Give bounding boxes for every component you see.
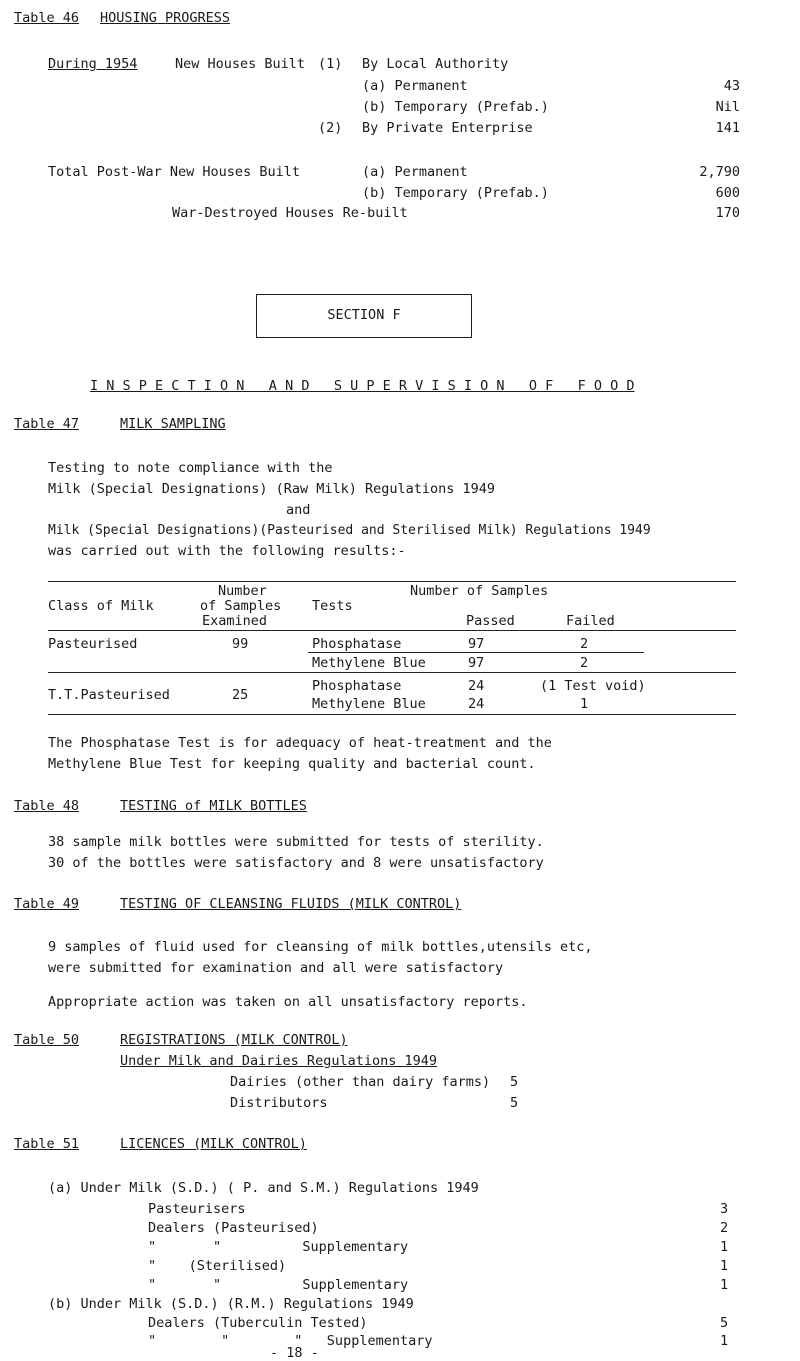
item-label: By Private Enterprise (362, 120, 533, 136)
column-header: Failed (566, 613, 615, 629)
licence-value: 1 (720, 1239, 729, 1255)
table-subtitle: Under Milk and Dairies Regulations 1949 (120, 1053, 437, 1069)
table-rule (48, 581, 736, 582)
intro-line: and (286, 502, 311, 518)
war-destroyed-label: War-Destroyed Houses Re-built (172, 205, 408, 221)
table-number: Table 50 (14, 1032, 80, 1048)
column-header: of Samples (200, 598, 282, 614)
table-number: Table 48 (14, 798, 80, 814)
licence-value: 2 (720, 1220, 729, 1236)
licence-label: " " " Supplementary (148, 1333, 433, 1349)
licence-value: 1 (720, 1258, 729, 1274)
intro-line: Testing to note compliance with the (48, 460, 333, 476)
table-number: Table 49 (14, 896, 80, 912)
column-header: Examined (202, 613, 268, 629)
licence-value: 1 (720, 1333, 729, 1349)
table-cell: T.T.Pasteurised (48, 687, 170, 703)
note-line: The Phosphatase Test is for adequacy of heat-treatment and the (48, 735, 552, 751)
table-cell: 2 (580, 655, 589, 671)
during-label: During 1954 (48, 56, 138, 72)
table-number: Table 51 (14, 1136, 80, 1152)
intro-line: Milk (Special Designations)(Pasteurised and Sterilised Milk) Regulations 1949 (48, 523, 651, 538)
column-header: Passed (466, 613, 515, 629)
table-title: REGISTRATIONS (MILK CONTROL) (120, 1032, 348, 1048)
table-rule (48, 630, 736, 631)
permanent-label: (a) Permanent (362, 78, 468, 94)
table-cell: 24 (468, 696, 485, 712)
table-title: MILK SAMPLING (120, 416, 226, 432)
licence-heading: (b) Under Milk (S.D.) (R.M.) Regulations 1949 (48, 1296, 414, 1312)
table-title: TESTING of MILK BOTTLES (120, 798, 307, 814)
item-number: (2) (318, 120, 343, 136)
licence-value: 3 (720, 1201, 729, 1217)
temporary-value: Nil (715, 99, 740, 115)
table-cell: Pasteurised (48, 636, 138, 652)
licence-label: " (Sterilised) (148, 1258, 287, 1274)
table-cell: Methylene Blue (312, 696, 426, 712)
table-title: TESTING OF CLEANSING FLUIDS (MILK CONTROL) (120, 896, 462, 912)
item-label: By Local Authority (362, 56, 509, 72)
licence-heading: (a) Under Milk (S.D.) ( P. and S.M.) Regulations 1949 (48, 1180, 479, 1196)
column-header: Class of Milk (48, 598, 154, 614)
table-cell: 99 (232, 636, 249, 652)
table-cell: 2 (580, 636, 589, 652)
table-cell: Methylene Blue (312, 655, 426, 671)
table-number: Table 46 (14, 10, 80, 26)
licence-label: Dealers (Pasteurised) (148, 1220, 319, 1236)
registration-label: Distributors (230, 1095, 328, 1111)
table-number: Table 47 (14, 416, 80, 432)
war-destroyed-value: 170 (715, 205, 740, 221)
registration-label: Dairies (other than dairy farms) (230, 1074, 491, 1090)
item-number: (1) (318, 56, 343, 72)
table-cell: 24 (468, 678, 485, 694)
section-heading: I N S P E C T I O N A N D S U P E R V I S I O N O F F O O D (90, 378, 635, 394)
private-value: 141 (715, 120, 740, 136)
table-cell: (1 Test void) (540, 678, 646, 694)
table-cell: 97 (468, 655, 485, 671)
body-line: 9 samples of fluid used for cleansing of milk bottles,utensils etc, (48, 939, 593, 955)
new-houses-label: New Houses Built (175, 56, 306, 72)
body-line: 38 sample milk bottles were submitted for tests of sterility. (48, 834, 544, 850)
body-line: 30 of the bottles were satisfactory and 8 were unsatisfactory (48, 855, 544, 871)
licence-value: 5 (720, 1315, 729, 1331)
table-rule (308, 652, 644, 653)
column-header: Tests (312, 598, 353, 614)
section-box (256, 294, 472, 338)
page-number: - 18 - (270, 1345, 319, 1361)
total-label: Total Post-War New Houses Built (48, 164, 300, 180)
body-line: Appropriate action was taken on all unsatisfactory reports. (48, 994, 528, 1010)
table-cell: 97 (468, 636, 485, 652)
licence-value: 1 (720, 1277, 729, 1293)
table-rule (48, 672, 736, 673)
column-header: Number (218, 583, 267, 599)
table-title: LICENCES (MILK CONTROL) (120, 1136, 307, 1152)
licence-label: " " Supplementary (148, 1239, 409, 1255)
licence-label: Dealers (Tuberculin Tested) (148, 1315, 368, 1331)
section-title: HOUSING PROGRESS (100, 10, 231, 26)
licence-label: " " Supplementary (148, 1277, 409, 1293)
column-header: Number of Samples (410, 583, 549, 599)
total-permanent-value: 2,790 (699, 164, 740, 180)
total-permanent-label: (a) Permanent (362, 164, 468, 180)
registration-value: 5 (510, 1095, 519, 1111)
table-cell: 25 (232, 687, 249, 703)
intro-line: was carried out with the following results:- (48, 543, 406, 559)
total-temporary-label: (b) Temporary (Prefab.) (362, 185, 549, 201)
table-cell: Phosphatase (312, 636, 402, 652)
section-label: SECTION F (327, 307, 401, 323)
temporary-label: (b) Temporary (Prefab.) (362, 99, 549, 115)
registration-value: 5 (510, 1074, 519, 1090)
intro-line: Milk (Special Designations) (Raw Milk) Regulations 1949 (48, 481, 496, 497)
note-line: Methylene Blue Test for keeping quality and bacterial count. (48, 756, 536, 772)
body-line: were submitted for examination and all were satisfactory (48, 960, 504, 976)
total-temporary-value: 600 (715, 185, 740, 201)
permanent-value: 43 (723, 78, 740, 94)
table-cell: 1 (580, 696, 589, 712)
table-cell: Phosphatase (312, 678, 402, 694)
licence-label: Pasteurisers (148, 1201, 246, 1217)
table-rule (48, 714, 736, 715)
